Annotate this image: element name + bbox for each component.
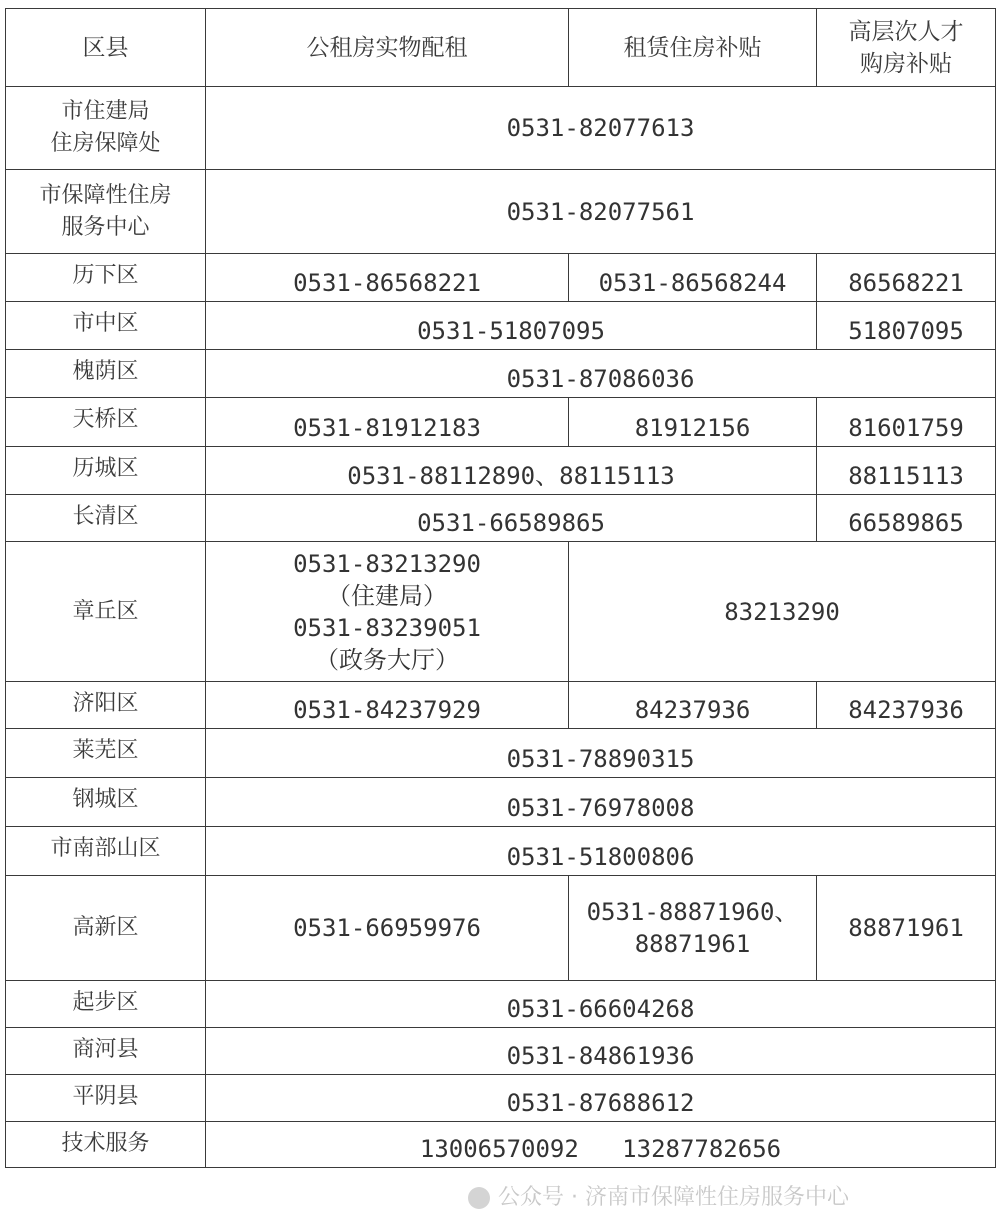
phone-cell-subsidy: 83213290 (569, 542, 996, 682)
district-cell: 市南部山区 (6, 827, 206, 876)
phone-cell-public-rental: 0531-81912183 (206, 398, 569, 447)
phone-cell-all: 0531-87086036 (206, 350, 996, 398)
phone-line: 0531-83239051 (293, 613, 481, 642)
table-row (6, 398, 996, 447)
table-row (6, 827, 996, 876)
phone-cell-public-rental: 0531-86568221 (206, 254, 569, 302)
phone-cell-all: 0531-78890315 (206, 729, 996, 778)
phone-cell-all: 0531-82077613 (206, 87, 996, 170)
phone-cell-public-rental: 0531-66959976 (206, 876, 569, 981)
table-row (6, 254, 996, 302)
district-cell: 济阳区 (6, 682, 206, 729)
header-talent-subsidy-line2: 购房补贴 (860, 50, 952, 77)
district-cell: 市中区 (6, 302, 206, 350)
district-cell: 商河县 (6, 1028, 206, 1075)
watermark (468, 1180, 849, 1211)
phone-note: （政务大厅） (315, 645, 459, 674)
table-row (6, 1122, 996, 1168)
table-row (6, 170, 996, 254)
header-district: 区县 (6, 9, 206, 87)
phone-cell-all: 0531-66604268 (206, 981, 996, 1028)
table-row (6, 876, 996, 981)
phone-cell-talent-subsidy: 81601759 (817, 398, 996, 447)
phone-cell-talent-subsidy: 51807095 (817, 302, 996, 350)
district-cell: 钢城区 (6, 778, 206, 827)
phone-cell-rental-subsidy: 0531-86568244 (569, 254, 817, 302)
table-row (6, 682, 996, 729)
table-row (6, 1028, 996, 1075)
district-line2: 服务中心 (61, 214, 150, 240)
district-cell: 起步区 (6, 981, 206, 1028)
district-line2: 住房保障处 (50, 131, 161, 156)
district-cell (6, 170, 206, 254)
phone-line: 0531-88871960、 (586, 898, 799, 926)
phone-line: 0531-83213290 (293, 549, 481, 578)
district-cell: 高新区 (6, 876, 206, 981)
phone-cell-all: 0531-51800806 (206, 827, 996, 876)
phone-cell-rental-subsidy: 81912156 (569, 398, 817, 447)
phone-cell-rental-subsidy (569, 876, 817, 981)
phone-line: 88871961 (634, 930, 751, 958)
phone-cell-rental: 0531-88112890、88115113 (206, 447, 817, 495)
phone-cell-rental: 0531-51807095 (206, 302, 817, 350)
district-cell: 天桥区 (6, 398, 206, 447)
district-cell (6, 87, 206, 170)
phone-cell-all: 0531-82077561 (206, 170, 996, 254)
phone-cell-rental: 0531-66589865 (206, 495, 817, 542)
district-cell: 长清区 (6, 495, 206, 542)
header-row (6, 9, 996, 87)
header-talent-subsidy (817, 9, 996, 87)
district-line1: 市保障性住房 (39, 182, 172, 208)
header-public-rental: 公租房实物配租 (206, 9, 569, 87)
phone-cell-all: 0531-84861936 (206, 1028, 996, 1075)
phone-cell-rental-subsidy: 84237936 (569, 682, 817, 729)
table-row (6, 447, 996, 495)
header-rental-subsidy: 租赁住房补贴 (569, 9, 817, 87)
phone-cell-talent-subsidy: 86568221 (817, 254, 996, 302)
phone-cell-talent-subsidy: 88871961 (817, 876, 996, 981)
housing-contact-table (5, 8, 996, 1168)
phone-cell-talent-subsidy: 84237936 (817, 682, 996, 729)
table-row (6, 495, 996, 542)
district-cell: 历下区 (6, 254, 206, 302)
phone-cell-talent-subsidy: 88115113 (817, 447, 996, 495)
district-cell: 平阴县 (6, 1075, 206, 1122)
phone-note: （住建局） (327, 581, 447, 610)
table-row (6, 350, 996, 398)
phone-cell-public-rental (206, 542, 569, 682)
table-row (6, 981, 996, 1028)
table-row (6, 302, 996, 350)
district-cell: 章丘区 (6, 542, 206, 682)
district-cell: 槐荫区 (6, 350, 206, 398)
watermark-text: 公众号 · 济南市保障性住房服务中心 (498, 1185, 849, 1210)
district-cell: 技术服务 (6, 1122, 206, 1168)
table-row (6, 729, 996, 778)
phone-cell-all: 0531-76978008 (206, 778, 996, 827)
phone-cell-talent-subsidy: 66589865 (817, 495, 996, 542)
district-line1: 市住建局 (61, 99, 150, 124)
phone-cell-all: 0531-87688612 (206, 1075, 996, 1122)
table-row (6, 778, 996, 827)
table-row (6, 1075, 996, 1122)
phone-cell-all: 13006570092 13287782656 (206, 1122, 996, 1168)
wechat-icon (468, 1187, 490, 1209)
table-row (6, 542, 996, 682)
district-cell: 历城区 (6, 447, 206, 495)
header-talent-subsidy-line1: 高层次人才 (848, 18, 964, 45)
district-cell: 莱芜区 (6, 729, 206, 778)
phone-cell-public-rental: 0531-84237929 (206, 682, 569, 729)
table-row (6, 87, 996, 170)
